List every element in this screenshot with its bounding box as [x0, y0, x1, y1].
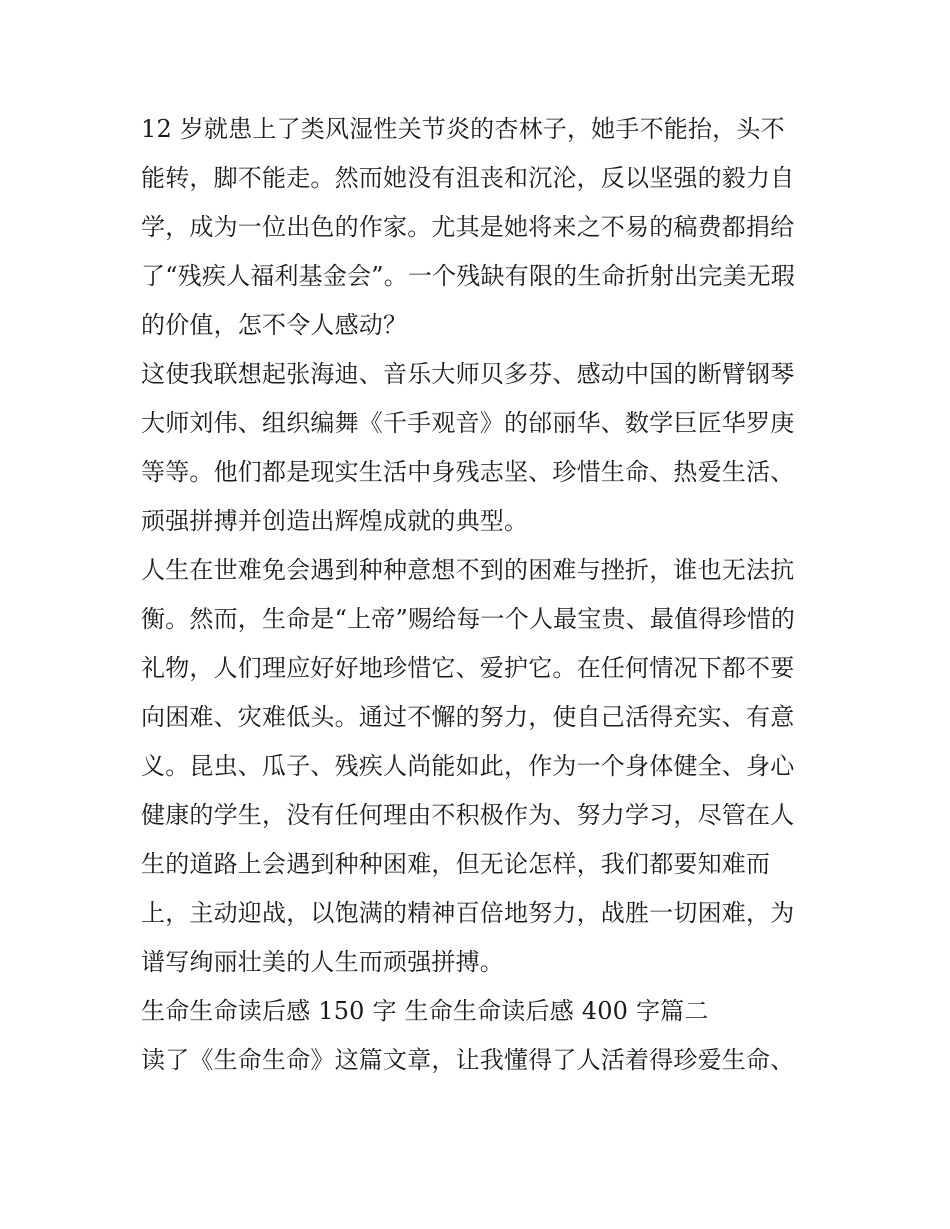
text-line-20: 读了《生命生命》这篇文章，让我懂得了人活着得珍爱生命、 [141, 1046, 795, 1074]
text-line-16: 生的道路上会遇到种种困难，但无论怎样，我们都要知难而 [141, 850, 771, 878]
text-line-14: 义。昆虫、瓜子、残疾人尚能如此，作为一个身体健全、身心 [141, 752, 795, 780]
text-line-18: 谱写绚丽壮美的人生而顽强拼搏。 [141, 948, 504, 976]
text-line-5: 的价值，怎不令人感动？ [141, 311, 408, 339]
text-line-13: 向困难、灾难低头。通过不懈的努力，使自己活得充实、有意 [141, 703, 795, 731]
section-heading: 生命生命读后感 150 字 生命生命读后感 400 字篇二 [141, 997, 709, 1025]
text-line-17: 上，主动迎战，以饱满的精神百倍地努力，战胜一切困难，为 [141, 899, 795, 927]
text-line-6: 这使我联想起张海迪、音乐大师贝多芬、感动中国的断臂钢琴 [141, 360, 795, 388]
text-line-11: 衡。然而，生命是“上帝”赐给每一个人最宝贵、最值得珍惜的 [141, 605, 796, 633]
document-text [141, 105, 816, 1085]
text-line-10: 人生在世难免会遇到种种意想不到的困难与挫折，谁也无法抗 [141, 556, 795, 584]
text-line-12: 礼物，人们理应好好地珍惜它、爱护它。在任何情况下都不要 [141, 654, 795, 682]
text-line-15: 健康的学生，没有任何理由不积极作为、努力学习，尽管在人 [141, 801, 795, 829]
text-line-2: 能转，脚不能走。然而她没有沮丧和沉沦，反以坚强的毅力自 [141, 164, 795, 192]
text-line-4: 了“残疾人福利基金会”。一个残缺有限的生命折射出完美无瑕 [141, 262, 796, 290]
text-line-7: 大师刘伟、组织编舞《千手观音》的邰丽华、数学巨匠华罗庚 [141, 409, 795, 437]
text-line-3: 学，成为一位出色的作家。尤其是她将来之不易的稿费都捐给 [141, 213, 795, 241]
text-line-1: 12 岁就患上了类风湿性关节炎的杏林子，她手不能抬，头不 [141, 115, 785, 143]
text-line-9: 顽强拼搏并创造出辉煌成就的典型。 [141, 507, 529, 535]
text-line-8: 等等。他们都是现实生活中身残志坚、珍惜生命、热爱生活、 [141, 458, 795, 486]
